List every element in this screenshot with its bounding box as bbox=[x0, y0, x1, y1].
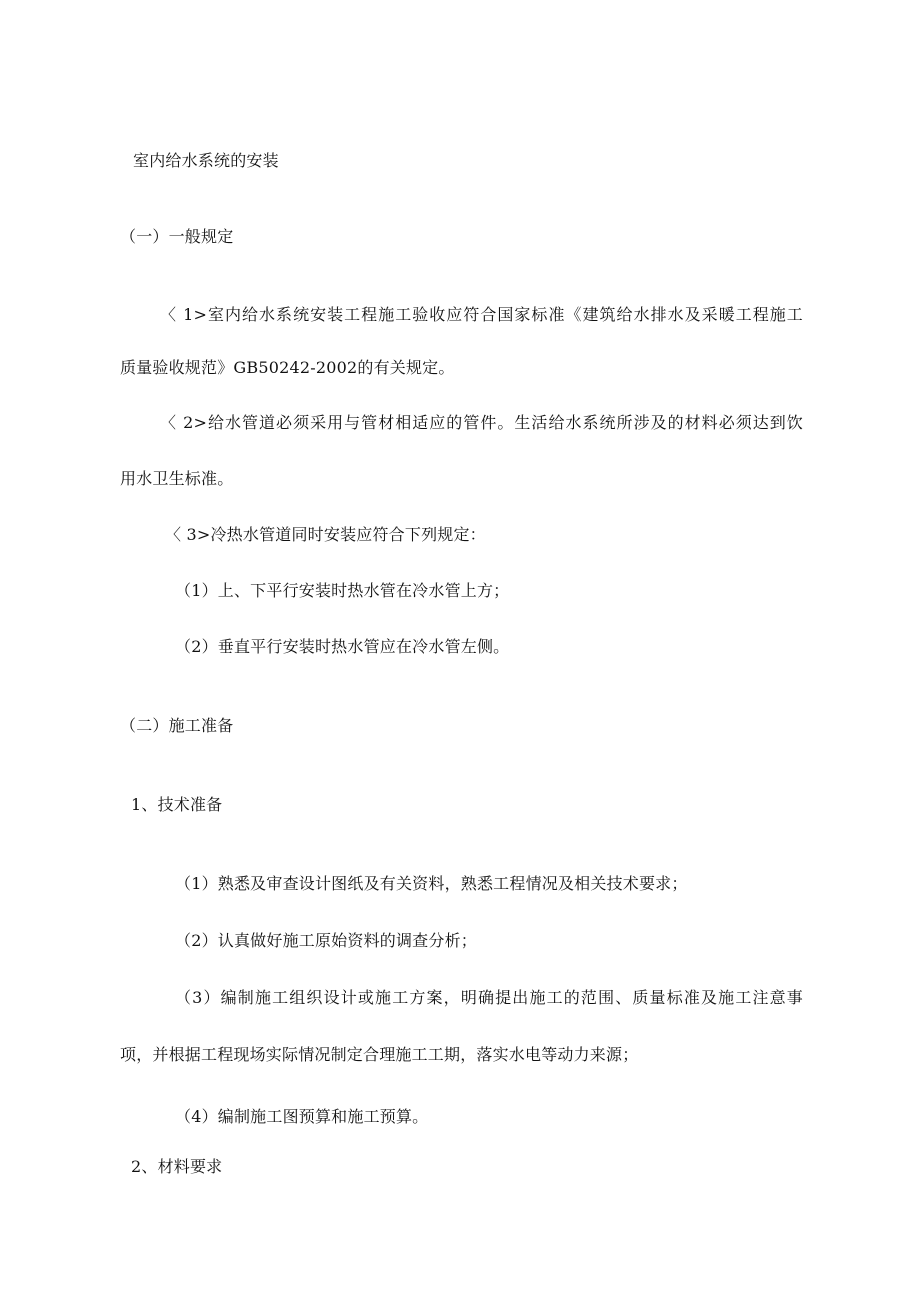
list-item-tech-1: （1）熟悉及审查设计图纸及有关资料，熟悉工程情况及相关技术要求； bbox=[175, 874, 688, 893]
paragraph-item-1-line-1: 〈 1>室内给水系统安装工程施工验收应符合国家标准《建筑给水排水及采暖工程施工 bbox=[160, 305, 803, 324]
list-item-hot-cold-vertical: （2）垂直平行安装时热水管应在冷水管左侧。 bbox=[175, 637, 510, 656]
paragraph-item-2-line-2: 用水卫生标准。 bbox=[120, 469, 234, 488]
subsection-heading-technical-prep: 1、技术准备 bbox=[131, 795, 223, 814]
section-heading-general-rules: （一）一般规定 bbox=[120, 227, 234, 246]
page-title: 室内给水系统的安装 bbox=[133, 151, 279, 170]
paragraph-item-2-line-1: 〈 2>给水管道必须采用与管材相适应的管件。生活给水系统所涉及的材料必须达到饮 bbox=[160, 413, 803, 432]
paragraph-item-3: 〈 3>冷热水管道同时安装应符合下列规定： bbox=[165, 525, 486, 544]
paragraph-item-1-line-2: 质量验收规范》GB50242-2002的有关规定。 bbox=[120, 358, 455, 377]
list-item-hot-cold-horizontal: （1）上、下平行安装时热水管在冷水管上方； bbox=[175, 581, 510, 600]
list-item-tech-2: （2）认真做好施工原始资料的调查分析； bbox=[175, 931, 477, 950]
list-item-tech-4: （4）编制施工图预算和施工预算。 bbox=[175, 1107, 429, 1126]
section-heading-construction-prep: （二）施工准备 bbox=[120, 716, 234, 735]
list-item-tech-3-line-2: 项，并根据工程现场实际情况制定合理施工工期，落实水电等动力来源； bbox=[120, 1045, 639, 1064]
list-item-tech-3-line-1: （3）编制施工组织设计或施工方案，明确提出施工的范围、质量标准及施工注意事 bbox=[175, 988, 803, 1007]
subsection-heading-material-requirements: 2、材料要求 bbox=[131, 1157, 223, 1176]
